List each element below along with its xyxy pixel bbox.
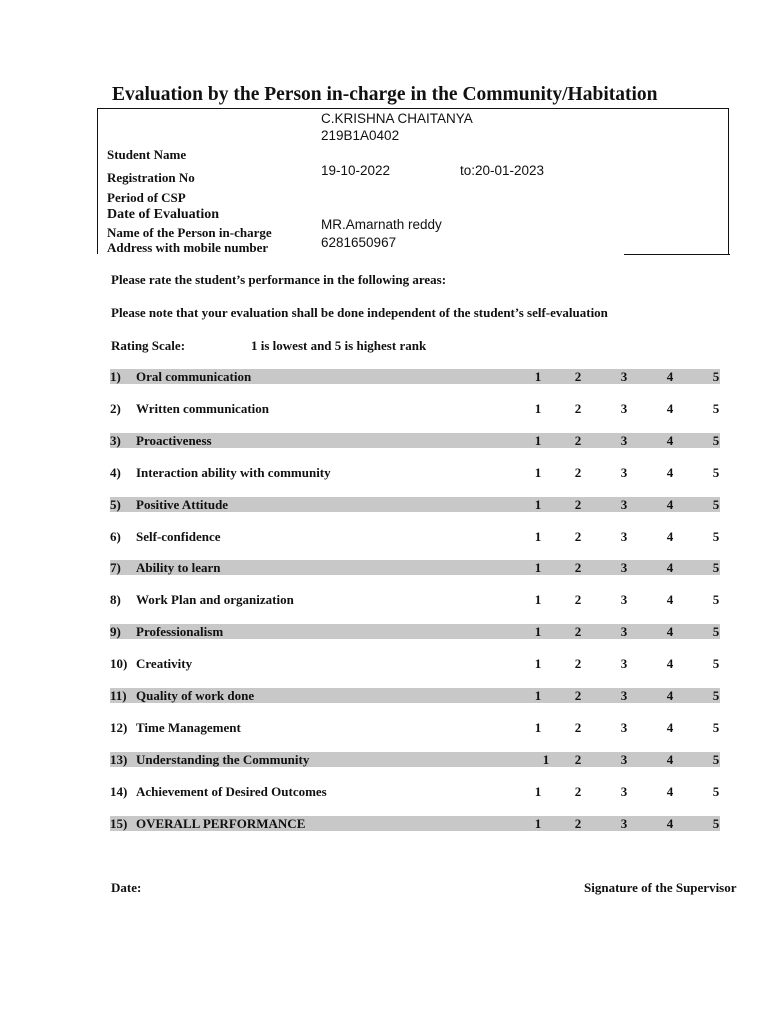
rating-option-3[interactable]: 3 bbox=[620, 624, 628, 640]
criterion-row bbox=[110, 784, 720, 799]
rating-option-5[interactable]: 5 bbox=[712, 496, 720, 512]
rating-option-2[interactable]: 2 bbox=[574, 751, 582, 767]
rating-option-1[interactable]: 1 bbox=[534, 624, 542, 640]
criterion-number: 2) bbox=[110, 400, 121, 416]
rating-scale-label: Rating Scale: bbox=[111, 338, 186, 353]
criterion-number: 12) bbox=[110, 719, 128, 735]
instruction-line-1: Please rate the student’s performance in the following areas: bbox=[111, 272, 447, 287]
rating-option-2[interactable]: 2 bbox=[574, 400, 582, 416]
rating-option-3[interactable]: 3 bbox=[620, 528, 628, 544]
rating-option-1[interactable]: 1 bbox=[534, 528, 542, 544]
criterion-row bbox=[110, 401, 720, 416]
registration-value: 219B1A0402 bbox=[321, 128, 400, 143]
rating-option-1[interactable]: 1 bbox=[534, 783, 542, 799]
criterion-number: 5) bbox=[110, 496, 121, 512]
criterion-row bbox=[110, 497, 720, 512]
period-to-value: to:20-01-2023 bbox=[460, 163, 545, 178]
criterion-row bbox=[110, 624, 720, 639]
criterion-name: Quality of work done bbox=[136, 688, 255, 703]
rating-option-1[interactable]: 1 bbox=[542, 751, 550, 767]
criterion-number: 8) bbox=[110, 592, 121, 608]
rating-option-3[interactable]: 3 bbox=[620, 369, 628, 384]
rating-option-5[interactable]: 5 bbox=[712, 688, 720, 703]
rating-option-2[interactable]: 2 bbox=[574, 719, 582, 735]
rating-option-4[interactable]: 4 bbox=[666, 369, 674, 384]
criterion-number: 15) bbox=[110, 815, 128, 831]
criterion-name: Oral communication bbox=[136, 369, 252, 384]
address-label: Address with mobile number bbox=[107, 240, 269, 255]
period-label: Period of CSP bbox=[107, 190, 186, 205]
rating-option-3[interactable]: 3 bbox=[620, 496, 628, 512]
rating-option-2[interactable]: 2 bbox=[574, 592, 582, 608]
criterion-row bbox=[110, 720, 720, 735]
criterion-name: OVERALL PERFORMANCE bbox=[136, 815, 306, 831]
criterion-name: Interaction ability with community bbox=[136, 464, 331, 480]
rating-option-5[interactable]: 5 bbox=[712, 719, 720, 735]
date-label: Date: bbox=[111, 880, 142, 895]
rating-option-3[interactable]: 3 bbox=[620, 560, 628, 576]
criterion-number: 13) bbox=[110, 751, 128, 767]
criterion-number: 9) bbox=[110, 624, 121, 640]
rating-option-1[interactable]: 1 bbox=[534, 815, 542, 831]
rating-option-3[interactable]: 3 bbox=[620, 400, 628, 416]
criterion-name: Work Plan and organization bbox=[136, 592, 294, 608]
mobile-value: 6281650967 bbox=[321, 235, 397, 250]
registration-label: Registration No bbox=[107, 170, 195, 185]
student-name-value: C.KRISHNA CHAITANYA bbox=[321, 111, 473, 126]
criterion-row bbox=[110, 529, 720, 544]
criterion-row bbox=[110, 560, 720, 575]
rating-option-4[interactable]: 4 bbox=[666, 656, 674, 672]
criterion-name: Understanding the Community bbox=[136, 751, 310, 767]
rating-option-2[interactable]: 2 bbox=[574, 656, 582, 672]
rating-option-2[interactable]: 2 bbox=[574, 432, 582, 448]
rating-option-2[interactable]: 2 bbox=[574, 783, 582, 799]
rating-option-1[interactable]: 1 bbox=[534, 656, 542, 672]
criterion-name: Creativity bbox=[136, 656, 193, 672]
rating-option-2[interactable]: 2 bbox=[574, 464, 582, 480]
criterion-row bbox=[110, 369, 720, 384]
criterion-name: Achievement of Desired Outcomes bbox=[136, 783, 327, 799]
rating-option-3[interactable]: 3 bbox=[620, 432, 628, 448]
criterion-number: 10) bbox=[110, 656, 128, 672]
rating-option-2[interactable]: 2 bbox=[574, 624, 582, 640]
criterion-number: 7) bbox=[110, 560, 121, 576]
incharge-value: MR.Amarnath reddy bbox=[321, 217, 442, 232]
rating-option-4[interactable]: 4 bbox=[666, 815, 674, 831]
form-title: Evaluation by the Person in-charge in the Community/Habitation bbox=[112, 84, 658, 105]
info-box-bottom-border bbox=[624, 254, 730, 255]
instruction-line-2: Please note that your evaluation shall be done independent of the student’s self-evaluation bbox=[111, 305, 608, 320]
rating-option-4[interactable]: 4 bbox=[666, 783, 674, 799]
criterion-name: Self-confidence bbox=[136, 528, 221, 544]
student-name-label: Student Name bbox=[107, 147, 187, 162]
criterion-number: 14) bbox=[110, 783, 128, 799]
criterion-name: Positive Attitude bbox=[136, 496, 229, 512]
rating-option-1[interactable]: 1 bbox=[534, 496, 542, 512]
rating-option-3[interactable]: 3 bbox=[620, 656, 628, 672]
rating-option-5[interactable]: 5 bbox=[712, 783, 720, 799]
rating-option-2[interactable]: 2 bbox=[574, 496, 582, 512]
criterion-name: Proactiveness bbox=[136, 432, 212, 448]
criterion-row bbox=[110, 656, 720, 671]
rating-option-3[interactable]: 3 bbox=[620, 464, 628, 480]
criterion-row bbox=[110, 592, 720, 607]
rating-option-4[interactable]: 4 bbox=[666, 719, 674, 735]
rating-option-4[interactable]: 4 bbox=[666, 432, 674, 448]
rating-option-4[interactable]: 4 bbox=[666, 496, 674, 512]
period-from-value: 19-10-2022 bbox=[321, 163, 391, 178]
rating-option-4[interactable]: 4 bbox=[666, 560, 674, 576]
criterion-name: Written communication bbox=[136, 400, 269, 416]
rating-option-3[interactable]: 3 bbox=[620, 719, 628, 735]
rating-option-4[interactable]: 4 bbox=[666, 528, 674, 544]
rating-option-5[interactable]: 5 bbox=[712, 751, 720, 767]
rating-option-5[interactable]: 5 bbox=[712, 624, 720, 640]
rating-option-4[interactable]: 4 bbox=[666, 464, 674, 480]
rating-option-2[interactable]: 2 bbox=[574, 369, 582, 384]
rating-option-3[interactable]: 3 bbox=[620, 592, 628, 608]
rating-option-5[interactable]: 5 bbox=[712, 592, 720, 608]
criterion-number: 6) bbox=[110, 528, 121, 544]
criterion-number: 1) bbox=[110, 369, 121, 384]
rating-option-4[interactable]: 4 bbox=[666, 592, 674, 608]
criterion-name: Professionalism bbox=[136, 624, 224, 640]
rating-option-4[interactable]: 4 bbox=[666, 751, 674, 767]
criterion-row bbox=[110, 752, 720, 767]
incharge-label: Name of the Person in-charge bbox=[107, 225, 272, 240]
rating-option-1[interactable]: 1 bbox=[534, 464, 542, 480]
rating-option-5[interactable]: 5 bbox=[712, 464, 720, 480]
rating-scale-text: 1 is lowest and 5 is highest rank bbox=[251, 338, 427, 353]
criterion-row bbox=[110, 433, 720, 448]
rating-option-1[interactable]: 1 bbox=[534, 400, 542, 416]
rating-option-3[interactable]: 3 bbox=[620, 815, 628, 831]
criterion-row bbox=[110, 816, 720, 831]
criterion-name: Time Management bbox=[136, 719, 241, 735]
rating-option-4[interactable]: 4 bbox=[666, 400, 674, 416]
criterion-row bbox=[110, 465, 720, 480]
rating-option-5[interactable]: 5 bbox=[712, 432, 720, 448]
rating-option-3[interactable]: 3 bbox=[620, 783, 628, 799]
signature-label: Signature of the Supervisor bbox=[584, 880, 737, 895]
rating-option-1[interactable]: 1 bbox=[534, 592, 542, 608]
criterion-row bbox=[110, 688, 720, 703]
rating-option-5[interactable]: 5 bbox=[712, 369, 720, 384]
rating-option-2[interactable]: 2 bbox=[574, 688, 582, 703]
criterion-number: 4) bbox=[110, 464, 121, 480]
rating-option-2[interactable]: 2 bbox=[574, 815, 582, 831]
rating-option-3[interactable]: 3 bbox=[620, 751, 628, 767]
rating-option-2[interactable]: 2 bbox=[574, 528, 582, 544]
date-of-evaluation-label: Date of Evaluation bbox=[107, 207, 219, 222]
rating-option-1[interactable]: 1 bbox=[534, 688, 542, 703]
rating-option-1[interactable]: 1 bbox=[534, 719, 542, 735]
rating-option-5[interactable]: 5 bbox=[712, 560, 720, 576]
criterion-number: 3) bbox=[110, 432, 121, 448]
rating-option-2[interactable]: 2 bbox=[574, 560, 582, 576]
rating-option-4[interactable]: 4 bbox=[666, 688, 674, 703]
criterion-number: 11) bbox=[110, 688, 127, 703]
rating-option-1[interactable]: 1 bbox=[534, 369, 542, 384]
rating-option-1[interactable]: 1 bbox=[534, 432, 542, 448]
rating-option-5[interactable]: 5 bbox=[712, 815, 720, 831]
rating-option-5[interactable]: 5 bbox=[712, 528, 720, 544]
rating-option-4[interactable]: 4 bbox=[666, 624, 674, 640]
criterion-name: Ability to learn bbox=[136, 560, 221, 576]
rating-option-1[interactable]: 1 bbox=[534, 560, 542, 576]
rating-option-5[interactable]: 5 bbox=[712, 400, 720, 416]
rating-option-3[interactable]: 3 bbox=[620, 688, 628, 703]
rating-option-5[interactable]: 5 bbox=[712, 656, 720, 672]
